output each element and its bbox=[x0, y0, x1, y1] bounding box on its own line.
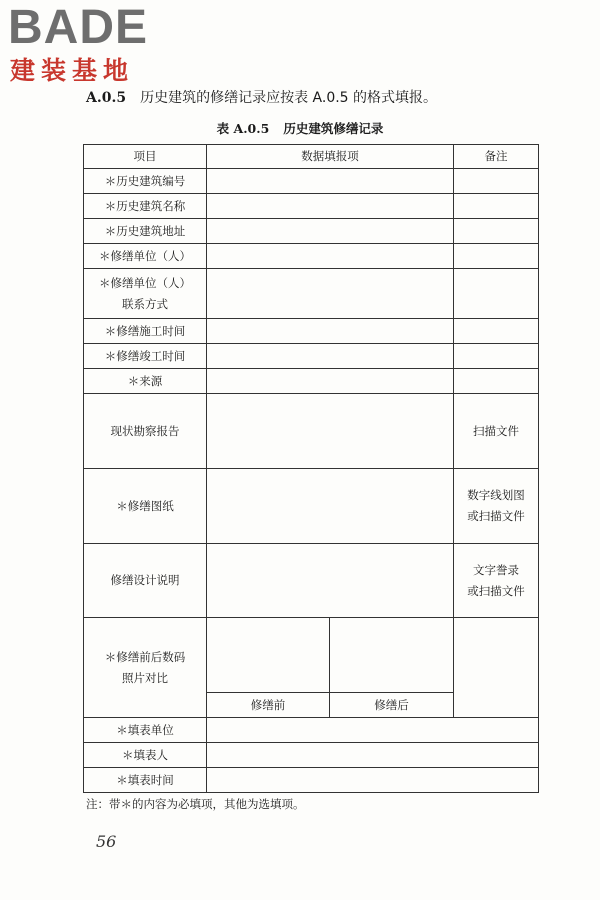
clause-number: A.0.5 bbox=[86, 90, 127, 106]
data-cell[interactable] bbox=[207, 394, 454, 469]
data-cell[interactable] bbox=[207, 319, 454, 344]
header-data: 数据填报项 bbox=[207, 145, 454, 169]
table-row bbox=[84, 394, 539, 469]
table-row bbox=[84, 244, 539, 269]
row-label: ＊来源 bbox=[84, 369, 207, 394]
data-cell[interactable] bbox=[207, 219, 454, 244]
remark-cell bbox=[454, 469, 539, 544]
remark-cell[interactable] bbox=[454, 244, 539, 269]
photo-after-cell[interactable] bbox=[330, 618, 454, 693]
page-number: 56 bbox=[96, 832, 117, 851]
row-label: ＊历史建筑名称 bbox=[84, 194, 207, 219]
clause-text: 历史建筑的修缮记录应按表 A.0.5 的格式填报。 bbox=[140, 90, 438, 106]
remark-line: 或扫描文件 bbox=[467, 583, 525, 598]
remark-line: 文字誊录 bbox=[473, 562, 519, 577]
row-label bbox=[84, 618, 207, 718]
remark-cell bbox=[454, 544, 539, 618]
remark-cell[interactable] bbox=[454, 344, 539, 369]
table-row bbox=[84, 469, 539, 544]
row-label: ＊修缮竣工时间 bbox=[84, 344, 207, 369]
remark-cell[interactable] bbox=[454, 618, 539, 718]
row-label: 修缮设计说明 bbox=[84, 544, 207, 618]
row-label: ＊历史建筑编号 bbox=[84, 169, 207, 194]
table-header-row bbox=[84, 145, 539, 169]
row-label-line: 照片对比 bbox=[122, 670, 168, 685]
row-label: ＊填表人 bbox=[84, 743, 207, 768]
table-row bbox=[84, 269, 539, 319]
data-cell[interactable] bbox=[207, 344, 454, 369]
table-note: 注：带＊的内容为必填项，其他为选填项。 bbox=[86, 797, 305, 811]
photo-before-cell[interactable] bbox=[207, 618, 330, 693]
data-cell[interactable] bbox=[207, 718, 539, 743]
data-cell[interactable] bbox=[207, 544, 454, 618]
row-label-line: 联系方式 bbox=[122, 296, 168, 311]
table-row bbox=[84, 344, 539, 369]
row-label-line: ＊修缮单位（人） bbox=[99, 275, 191, 290]
table-caption bbox=[0, 121, 600, 137]
table-row bbox=[84, 219, 539, 244]
table-row bbox=[84, 319, 539, 344]
table-row bbox=[84, 169, 539, 194]
restoration-record-table bbox=[83, 144, 539, 793]
row-label: 现状勘察报告 bbox=[84, 394, 207, 469]
table-row bbox=[84, 768, 539, 793]
remark-cell[interactable] bbox=[454, 369, 539, 394]
remark-cell[interactable] bbox=[454, 219, 539, 244]
row-label: ＊修缮单位（人） bbox=[84, 244, 207, 269]
data-cell[interactable] bbox=[207, 169, 454, 194]
logo-subtitle: 建装基地 bbox=[10, 56, 135, 85]
data-cell[interactable] bbox=[207, 369, 454, 394]
data-cell[interactable] bbox=[207, 469, 454, 544]
data-cell[interactable] bbox=[207, 768, 539, 793]
remark-cell[interactable] bbox=[454, 169, 539, 194]
table-row bbox=[84, 618, 539, 693]
photo-after-label: 修缮后 bbox=[330, 693, 454, 718]
remark-cell[interactable] bbox=[454, 269, 539, 319]
photo-before-label: 修缮前 bbox=[207, 693, 330, 718]
logo-brand: BADE bbox=[8, 1, 149, 54]
table-row bbox=[84, 718, 539, 743]
bade-logo bbox=[8, 2, 178, 90]
header-remark: 备注 bbox=[454, 145, 539, 169]
caption-title: 历史建筑修缮记录 bbox=[283, 121, 384, 136]
data-cell[interactable] bbox=[207, 194, 454, 219]
row-label: ＊填表单位 bbox=[84, 718, 207, 743]
row-label bbox=[84, 269, 207, 319]
data-cell[interactable] bbox=[207, 244, 454, 269]
header-item: 项目 bbox=[84, 145, 207, 169]
remark-cell: 扫描文件 bbox=[454, 394, 539, 469]
row-label: ＊修缮施工时间 bbox=[84, 319, 207, 344]
row-label: ＊历史建筑地址 bbox=[84, 219, 207, 244]
remark-cell[interactable] bbox=[454, 319, 539, 344]
data-cell[interactable] bbox=[207, 743, 539, 768]
row-label: ＊修缮图纸 bbox=[84, 469, 207, 544]
remark-line: 或扫描文件 bbox=[467, 509, 525, 523]
table-row bbox=[84, 544, 539, 618]
table-row bbox=[84, 743, 539, 768]
table-row bbox=[84, 369, 539, 394]
data-cell[interactable] bbox=[207, 269, 454, 319]
row-label-line: ＊修缮前后数码 bbox=[104, 649, 186, 664]
caption-number: 表 A.0.5 bbox=[216, 121, 270, 136]
row-label: ＊填表时间 bbox=[84, 768, 207, 793]
table-row bbox=[84, 194, 539, 219]
remark-cell[interactable] bbox=[454, 194, 539, 219]
remark-line: 数字线划图 bbox=[467, 488, 525, 502]
clause-paragraph bbox=[86, 88, 437, 108]
